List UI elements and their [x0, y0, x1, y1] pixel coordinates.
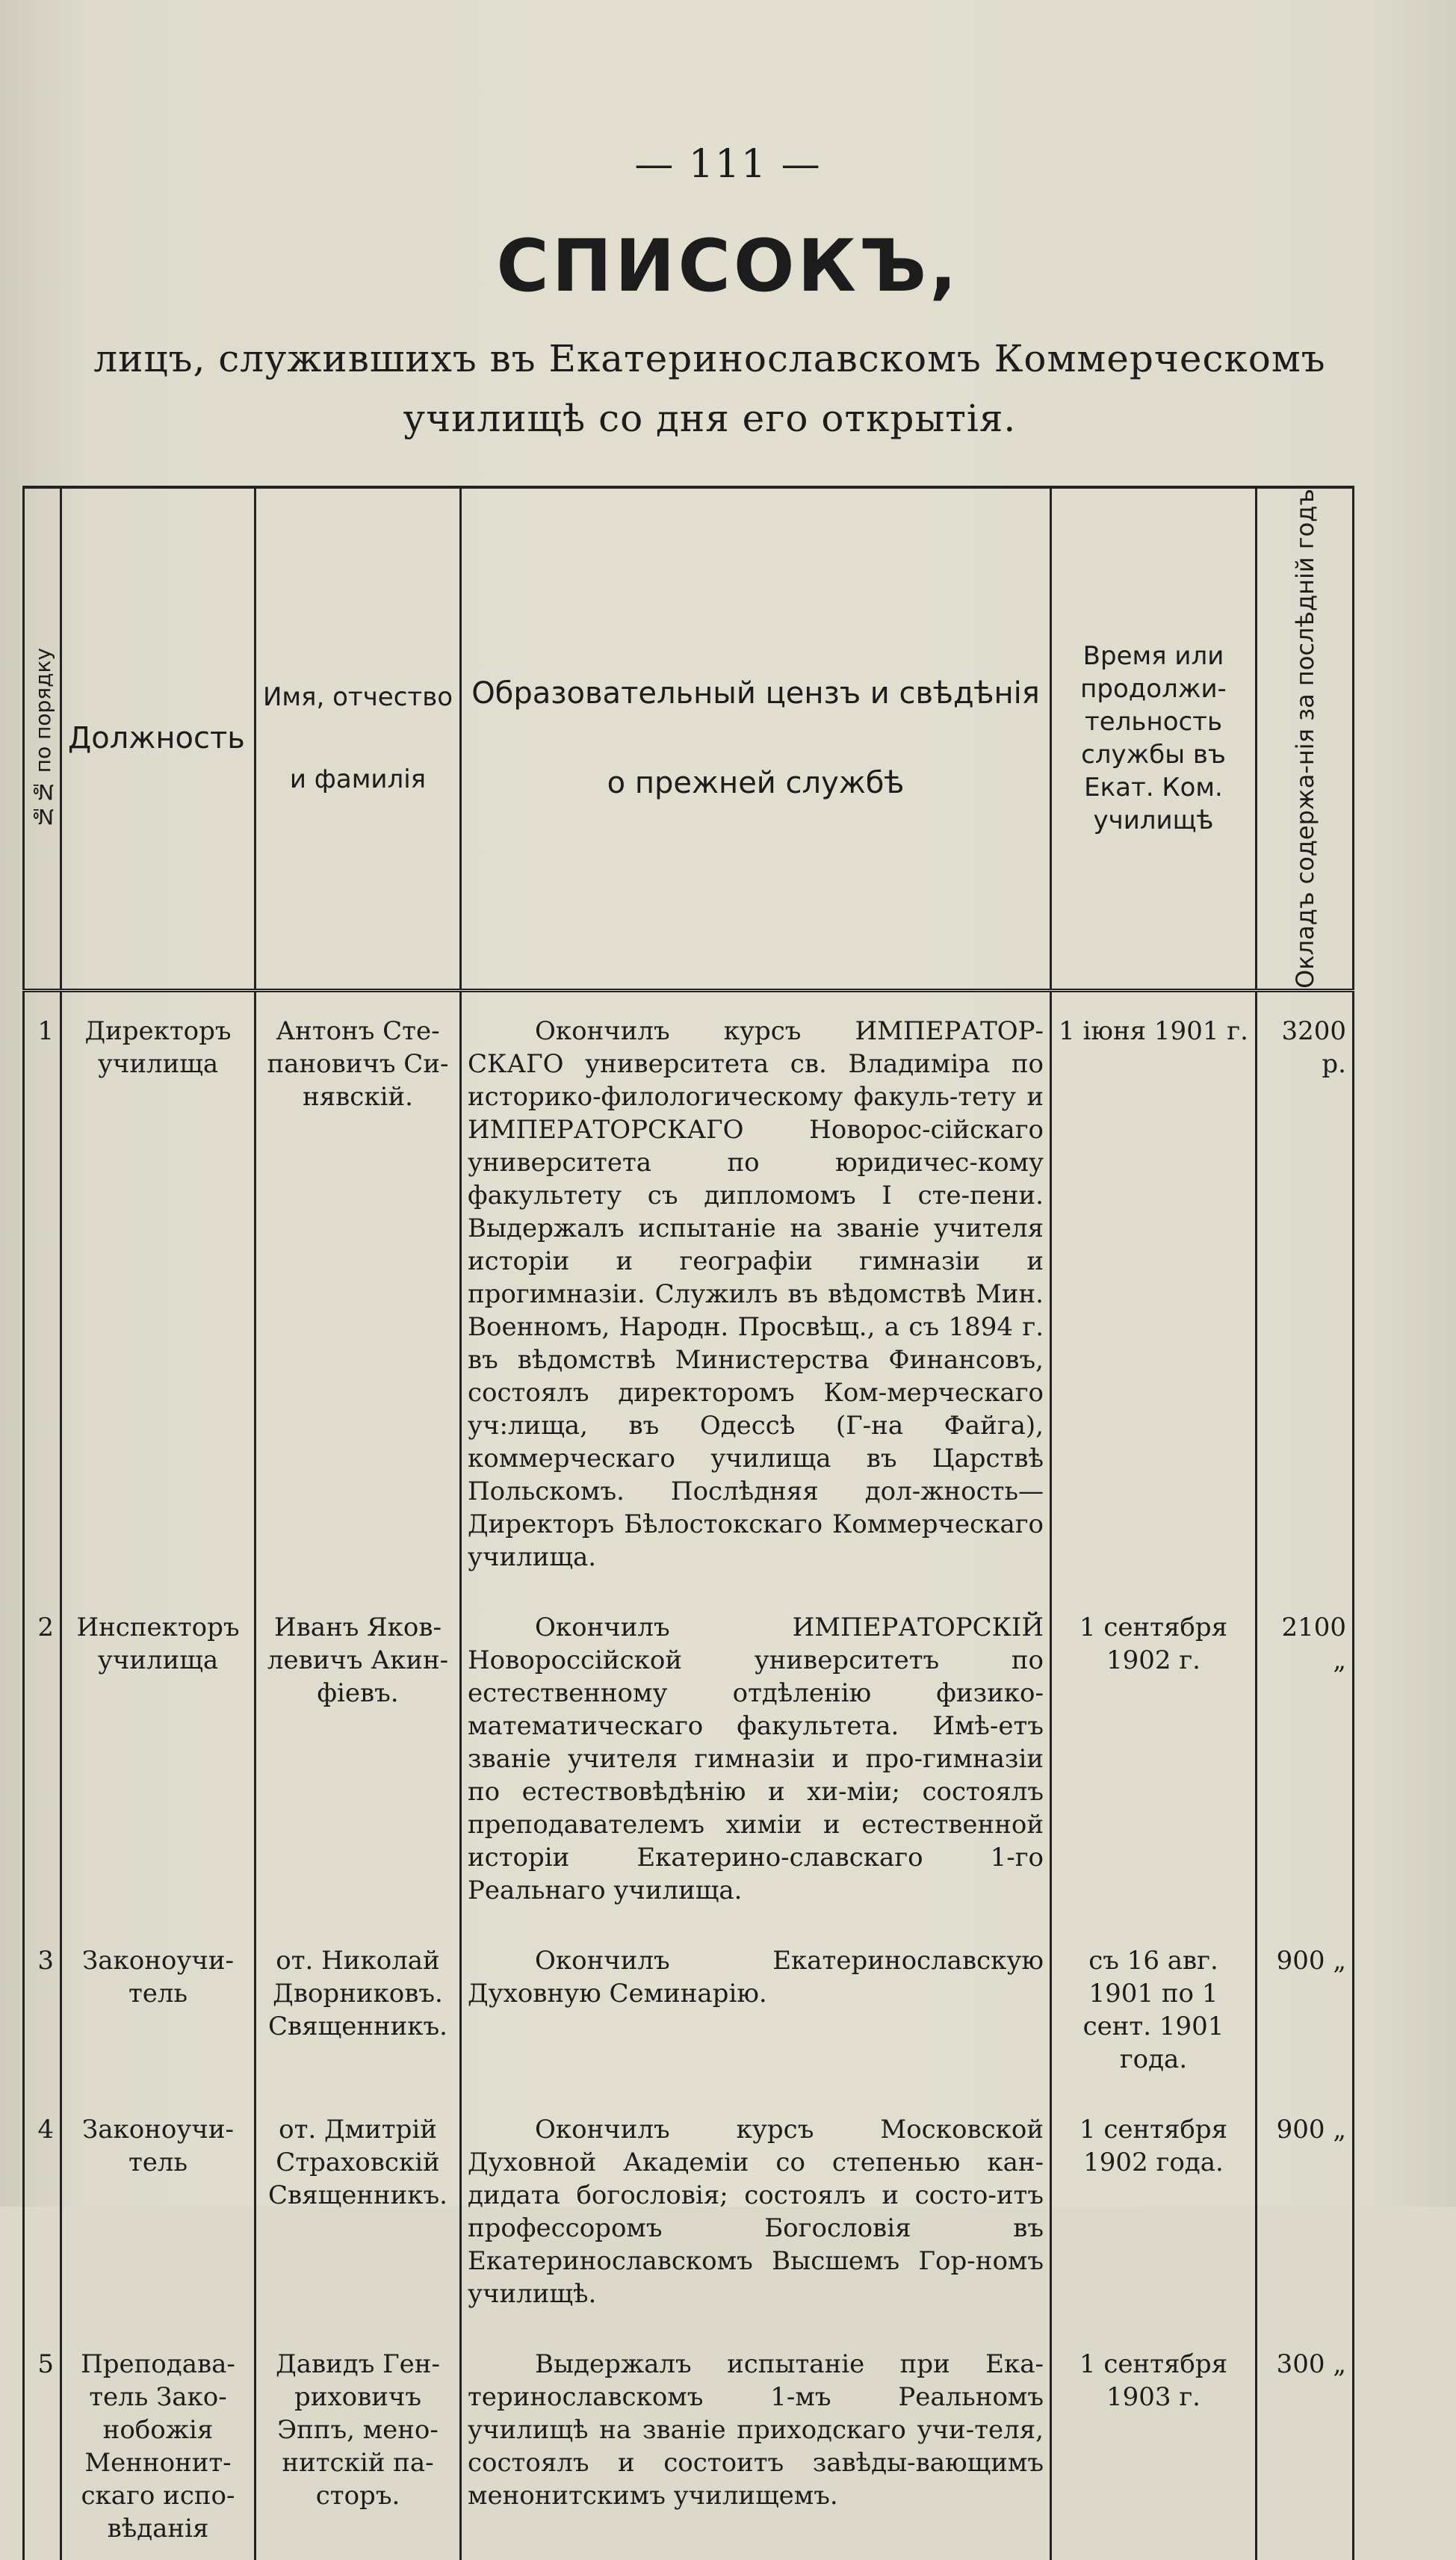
- page-title: СПИСОКЪ,: [496, 224, 960, 308]
- row-number: 4: [24, 2091, 61, 2325]
- table-row: [24, 2091, 1354, 2325]
- row-census-text: Окончилъ курсъ ИМПЕРАТОР-СКАГО университета св. Владиміра по историко-филологическому факуль-тету и ИМПЕРАТОРСКАГО Новорос-сійскаго университета по юридичес-кому факультету съ дипломомъ I сте-пени. Выдержалъ испытаніе на званіе учителя исторіи и географіи гимназіи и прогимназіи. Служилъ въ вѣдомствѣ Мин. Военномъ, Народн. Просвѣщ., а съ 1894 г. въ вѣдомствѣ Министерства Финансовъ, состоялъ директоромъ Ком-мерческаго уч:лища, въ Одессѣ (Г-на Файга), коммерческаго училища въ Царствѣ Польскомъ. Послѣдняя дол-жность—Директоръ Бѣлостокскаго Коммерческаго училища.: [468, 1015, 1044, 1572]
- row-census-text: Выдержалъ испытаніе при Ека-теринославскомъ 1-мъ Реальномъ училищѣ на званіе приходскаго учи-теля, состоялъ и состоитъ завѣды-вающимъ менонитскимъ училищемъ.: [468, 2349, 1044, 2511]
- row-position: Законоучи-тель: [61, 1922, 255, 2091]
- row-salary: 900 „: [1257, 1922, 1354, 2091]
- table-row: [24, 2325, 1354, 2560]
- row-time: 1 сентября 1902 года.: [1051, 2091, 1257, 2325]
- row-census-text: Окончилъ курсъ Московской Духовной Академіи со степенью кан-дидата богословія; состоялъ и состо-итъ профессоромъ Богословія въ Екатеринославскомъ Высшемъ Гор-номъ училищѣ.: [468, 2114, 1044, 2309]
- table-row: [24, 990, 1354, 1589]
- table-row: [24, 1922, 1354, 2091]
- row-census: [461, 990, 1051, 1589]
- row-census-text: Окончилъ ИМПЕРАТОРСКІЙ Новороссійской университетъ по естественному отдѣленію физико-математическаго факультета. Имѣ-етъ званіе учителя гимназіи и про-гимназіи по естествовѣдѣнію и хи-міи; состоялъ преподавателемъ химіи и естественной исторіи Екатерино-славскаго 1-го Реальнаго училища.: [468, 1612, 1044, 1905]
- row-name: от. Дмитрій Страховскій Священникъ.: [255, 2091, 461, 2325]
- row-salary: 300 „: [1257, 2325, 1354, 2560]
- page-number: — 111 —: [634, 142, 822, 187]
- header-salary: Окладъ содержа-нія за послѣдній годъ: [1257, 487, 1354, 990]
- header-census: [461, 487, 1051, 990]
- header-census-line-2: о прежней службѣ: [607, 766, 905, 801]
- header-name-line-1: Имя, отчество: [262, 682, 453, 713]
- table-row: [24, 1589, 1354, 1922]
- row-census-text: Окончилъ Екатеринославскую Духовную Семинарію.: [468, 1945, 1044, 2009]
- row-name: Антонъ Сте-пановичъ Си-нявскій.: [255, 990, 461, 1589]
- row-time: 1 іюня 1901 г.: [1051, 990, 1257, 1589]
- row-salary: 2100 „: [1257, 1589, 1354, 1922]
- page-subtitle: [30, 329, 1390, 448]
- table-header-row: [24, 487, 1354, 990]
- row-position: Законоучи-тель: [61, 2091, 255, 2325]
- row-name: Давидъ Ген-риховичъ Эппъ, мено-нитскій па-сторъ.: [255, 2325, 461, 2560]
- row-number: 2: [24, 1589, 61, 1922]
- row-salary: 900 „: [1257, 2091, 1354, 2325]
- header-name: [255, 487, 461, 990]
- row-position: Директоръ училища: [61, 990, 255, 1589]
- header-census-line-1: Образовательный цензъ и свѣдѣнія: [471, 676, 1040, 711]
- header-time: Время или продолжи-тельность службы въ Екат. Ком. училищѣ: [1051, 487, 1257, 990]
- row-name: от. Николай Дворниковъ. Священникъ.: [255, 1922, 461, 2091]
- row-time: съ 16 авг. 1901 по 1 сент. 1901 года.: [1051, 1922, 1257, 2091]
- row-census: [461, 1589, 1051, 1922]
- staff-table: [22, 486, 1354, 2560]
- row-position: Преподава-тель Зако-нобожія Меннонит-скаго испо-вѣданія: [61, 2325, 255, 2560]
- row-number: 5: [24, 2325, 61, 2560]
- subtitle-line-1: лицъ, служившихъ въ Екатеринославскомъ Коммерческомъ: [93, 337, 1326, 380]
- row-census: [461, 1922, 1051, 2091]
- row-salary: 3200 р.: [1257, 990, 1354, 1589]
- row-position: Инспекторъ училища: [61, 1589, 255, 1922]
- header-name-line-2: и фамилія: [289, 764, 427, 795]
- row-time: 1 сентября 1902 г.: [1051, 1589, 1257, 1922]
- row-time: 1 сентября 1903 г.: [1051, 2325, 1257, 2560]
- subtitle-line-2: училищѣ со дня его открытія.: [403, 397, 1017, 440]
- row-census: [461, 2091, 1051, 2325]
- header-position: Должность: [61, 487, 255, 990]
- row-number: 3: [24, 1922, 61, 2091]
- row-name: Иванъ Яков-левичъ Акин-фіевъ.: [255, 1589, 461, 1922]
- header-number: №№ по порядку: [24, 487, 61, 990]
- row-census: [461, 2325, 1051, 2560]
- row-number: 1: [24, 990, 61, 1589]
